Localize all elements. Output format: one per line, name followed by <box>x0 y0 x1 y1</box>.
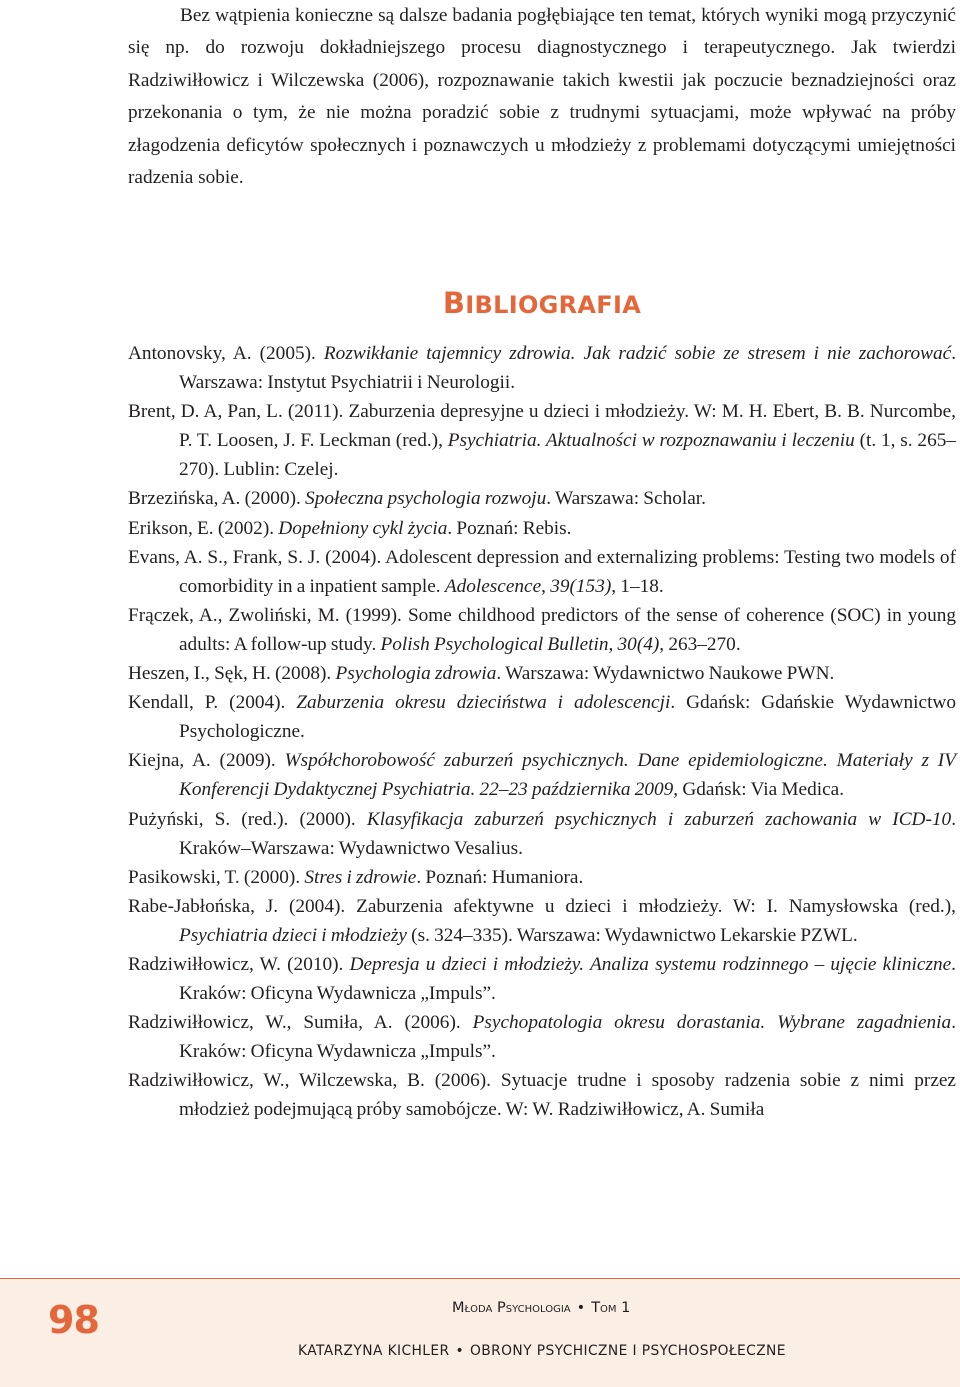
reference-title: Psychiatria dzieci i młodzieży <box>179 924 407 946</box>
reference-text: . Warszawa: Scholar. <box>546 488 706 510</box>
reference-item <box>128 397 956 484</box>
reference-title: 30(4) <box>617 633 660 655</box>
heading-rest: IBLIOGRAFIA <box>465 291 642 319</box>
reference-text: . Poznań: Rebis. <box>447 517 572 539</box>
reference-text: . Poznań: Humaniora. <box>416 866 584 888</box>
reference-text: Radziwiłłowicz, W. (2010). <box>128 953 350 975</box>
reference-text: Pużyński, S. (red.). (2000). <box>128 808 367 830</box>
reference-item <box>128 514 956 543</box>
reference-text: (s. 324–335). Warszawa: Wydawnictwo Lekarskie PZWL. <box>406 924 858 946</box>
body-paragraph: Bez wątpienia konieczne są dalsze badania pogłębiające ten temat, których wyniki mogą przyczynić się np. do rozwoju dokładniejszego procesu diagnostycznego i terapeutycznego. Jak twierdzi Radziwiłłowicz i Wilczewska (2006), rozpoznawanie takich kwestii jak poczucie beznadziejności oraz przekonania o tym, że nie można poradzić sobie z trudnymi sytuacjami, może wpływać na próby złagodzenia deficytów społecznych i poznawczych u młodzieży z problemami dotyczącymi umiejętności radzenia sobie. <box>128 5 956 189</box>
reference-title: Psychiatria. Aktualności w rozpoznawaniu i leczeniu <box>447 430 855 452</box>
reference-title: Rozwikłanie tajemnicy zdrowia. Jak radzić sobie ze stresem i nie zachorować <box>323 343 952 364</box>
reference-text: Kiejna, A. (2009). <box>128 750 285 772</box>
reference-item <box>128 601 956 659</box>
reference-item <box>128 863 956 892</box>
reference-title: Stres i zdrowie <box>304 866 417 888</box>
reference-item <box>128 950 956 1008</box>
body-text <box>128 0 956 194</box>
reference-text: Heszen, I., Sęk, H. (2008). <box>128 663 336 685</box>
reference-text: Pasikowski, T. (2000). <box>128 866 305 888</box>
reference-item <box>128 892 956 950</box>
reference-title: Polish Psychological Bulletin <box>380 633 609 655</box>
article-title: OBRONY PSYCHICZNE I PSYCHOSPOŁECZNE <box>470 1343 786 1359</box>
journal-volume: Tom 1 <box>591 1300 631 1316</box>
reference-text: Kendall, P. (2004). <box>128 692 297 714</box>
reference-text: (t. 1, s. 265–270). Lublin: Czelej. <box>179 430 956 481</box>
bullet-separator: • <box>455 1343 465 1359</box>
reference-text: Brent, D. A, Pan, L. (2011). Zaburzenia depresyjne u dzieci i młodzieży. W: M. H. Ebert, B. B. Nurcombe, P. T. Loosen, J. F. Leckman (red.), <box>128 401 956 452</box>
reference-text: . Kraków: Oficyna Wydawnicza „Impuls”. <box>179 953 956 1005</box>
reference-text: Antonovsky, A. (2005). <box>128 343 324 364</box>
reference-item <box>128 1008 956 1066</box>
journal-line <box>452 1300 630 1316</box>
reference-title: Społeczna psychologia rozwoju <box>305 488 547 510</box>
reference-text: Erikson, E. (2002). <box>128 517 279 539</box>
reference-list <box>128 339 956 1125</box>
reference-title: Depresja u dzieci i młodzieży. Analiza systemu rodzinnego – ujęcie kliniczne <box>349 953 952 975</box>
heading-initial: B <box>442 286 466 320</box>
reference-title: Psychopatologia okresu dorastania. Wybrane zagadnienia <box>472 1012 952 1034</box>
reference-item <box>128 688 956 746</box>
page-footer <box>0 1278 960 1387</box>
reference-text: Radziwiłłowicz, W., Sumiła, A. (2006). <box>128 1012 473 1034</box>
bullet-separator: • <box>576 1300 586 1316</box>
reference-text: . Warszawa: Wydawnictwo Naukowe PWN. <box>496 663 835 685</box>
reference-text: , Gdańsk: Via Medica. <box>673 779 845 801</box>
section-heading-bibliography <box>0 283 960 325</box>
reference-item <box>128 484 956 513</box>
reference-text: Frączek, A., Zwoliński, M. (1999). Some childhood predictors of the sense of coherence (SOC) in young adults: A follow-up study. <box>128 604 956 655</box>
reference-item <box>128 543 956 601</box>
reference-item <box>128 659 956 688</box>
reference-text: , <box>541 575 551 597</box>
reference-text: . Kraków–Warszawa: Wydawnictwo Vesalius. <box>179 808 957 859</box>
reference-item <box>128 339 956 397</box>
reference-item <box>128 1066 956 1124</box>
page-number: 98 <box>48 1298 99 1342</box>
reference-item <box>128 805 956 863</box>
reference-title: Psychologia zdrowia <box>335 663 497 685</box>
reference-text: , <box>608 633 618 655</box>
reference-text: Brzezińska, A. (2000). <box>128 488 306 510</box>
journal-name: Młoda Psychologia <box>452 1300 571 1316</box>
reference-title: Adolescence <box>444 575 542 597</box>
reference-text: , 263–270. <box>659 633 741 655</box>
reference-title: Dopełniony cykl życia <box>278 517 448 539</box>
reference-text: , 1–18. <box>611 575 664 597</box>
reference-title: 39(153) <box>550 575 612 597</box>
reference-text: . Warszawa: Instytut Psychiatrii i Neurologii. <box>179 343 957 394</box>
reference-title: Współchorobowość zaburzeń psychicznych. Dane epidemiologiczne. Materiały z IV Konferencji Dydaktycznej Psychiatria. 22–23 października 2009 <box>179 750 956 801</box>
reference-text: Rabe-Jabłońska, J. (2004). Zaburzenia afektywne u dzieci i młodzieży. W: I. Namysłowska (red.), <box>128 895 956 917</box>
author-name: KATARZYNA KICHLER <box>298 1343 450 1359</box>
reference-text: Evans, A. S., Frank, S. J. (2004). Adolescent depression and externalizing problems: Testing two models of comorbidity in a inpatient sample. <box>128 546 956 597</box>
running-head <box>298 1343 786 1359</box>
reference-title: Klasyfikacja zaburzeń psychicznych i zaburzeń zachowania w ICD-10 <box>366 808 952 830</box>
reference-item <box>128 746 956 804</box>
reference-title: Zaburzenia okresu dzieciństwa i adolescencji <box>296 692 671 714</box>
reference-text: . Gdańsk: Gdańskie Wydawnictwo Psychologiczne. <box>179 692 956 743</box>
reference-text: . Kraków: Oficyna Wydawnicza „Impuls”. <box>179 1012 957 1063</box>
reference-text: Radziwiłłowicz, W., Wilczewska, B. (2006). Sytuacje trudne i sposoby radzenia sobie z nimi przez młodzież podejmującą próby samobójcze. W: W. Radziwiłłowicz, A. Sumiła <box>128 1070 956 1121</box>
